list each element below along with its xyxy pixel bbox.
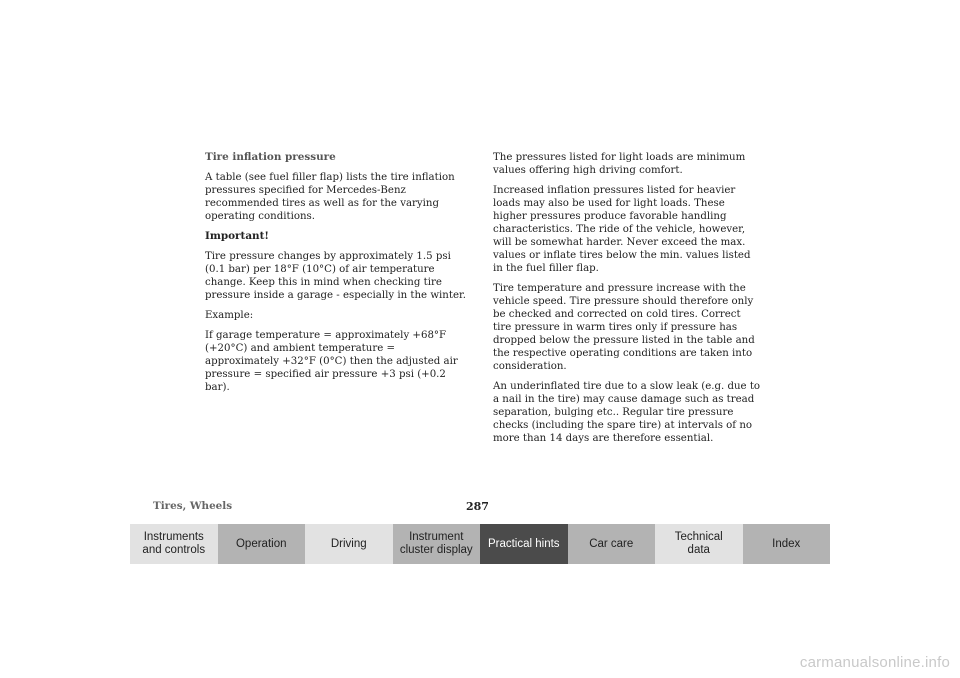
paragraph-light-loads: The pressures listed for light loads are minimum values offering high driving comfort.: [493, 152, 746, 176]
tab-driving[interactable]: Driving: [305, 524, 393, 564]
tab-index[interactable]: Index: [743, 524, 831, 564]
page-number: 287: [466, 500, 489, 513]
tab-car-care[interactable]: Car care: [568, 524, 656, 564]
important-paragraph: Tire pressure changes by approximately 1.5 psi (0.1 bar) per 18°F (10°C) of air temperature change. Keep this in mind when checking tire pressure inside a garage - especially in the winter.: [205, 251, 466, 301]
example-paragraph: If garage temperature = approximately +68°F (+20°C) and ambient temperature = approximately +32°F (0°C) then the adjusted air pressure = specified air pressure +3 psi (+0.2 bar).: [205, 330, 458, 393]
tab-instruments-and-controls[interactable]: Instruments and controls: [130, 524, 218, 564]
paragraph-heavier-loads: Increased inflation pressures listed for heavier loads may also be used for light loads. These higher pressures produce favorable handling characteristics. The ride of the vehicle, however, will be somewhat harder. Never exceed the max. values or inflate tires below the min. values listed in the fuel filler flap.: [493, 185, 751, 274]
section-heading: Tire inflation pressure: [205, 151, 336, 163]
paragraph-temperature: Tire temperature and pressure increase with the vehicle speed. Tire pressure should therefore only be checked and corrected on cold tires. Correct tire pressure in warm tires only if pressure has dropped below the pressure listed in the table and the respective operating conditions are taken into consideration.: [493, 283, 755, 372]
right-column: [493, 151, 761, 452]
tab-practical-hints[interactable]: Practical hints: [480, 524, 568, 564]
paragraph-underinflated: An underinflated tire due to a slow leak (e.g. due to a nail in the tire) may cause damage such as tread separation, bulging etc.. Regular tire pressure checks (including the spare tire) at intervals of no more than 14 days are therefore essential.: [493, 381, 761, 444]
tab-instrument-cluster-display[interactable]: Instrument cluster display: [393, 524, 481, 564]
watermark-text: carmanualsonline.info: [799, 654, 950, 671]
example-label: Example:: [205, 310, 254, 321]
tab-technical-data[interactable]: Technical data: [655, 524, 743, 564]
chapter-nav-bar: [130, 524, 830, 564]
important-heading: Important!: [205, 230, 269, 242]
left-column: [205, 151, 470, 401]
intro-paragraph: A table (see fuel filler flap) lists the tire inflation pressures specified for Mercedes-Benz recommended tires as well as for the varying operating conditions.: [205, 172, 455, 222]
tab-operation[interactable]: Operation: [218, 524, 306, 564]
footer-section-label: Tires, Wheels: [153, 500, 233, 512]
